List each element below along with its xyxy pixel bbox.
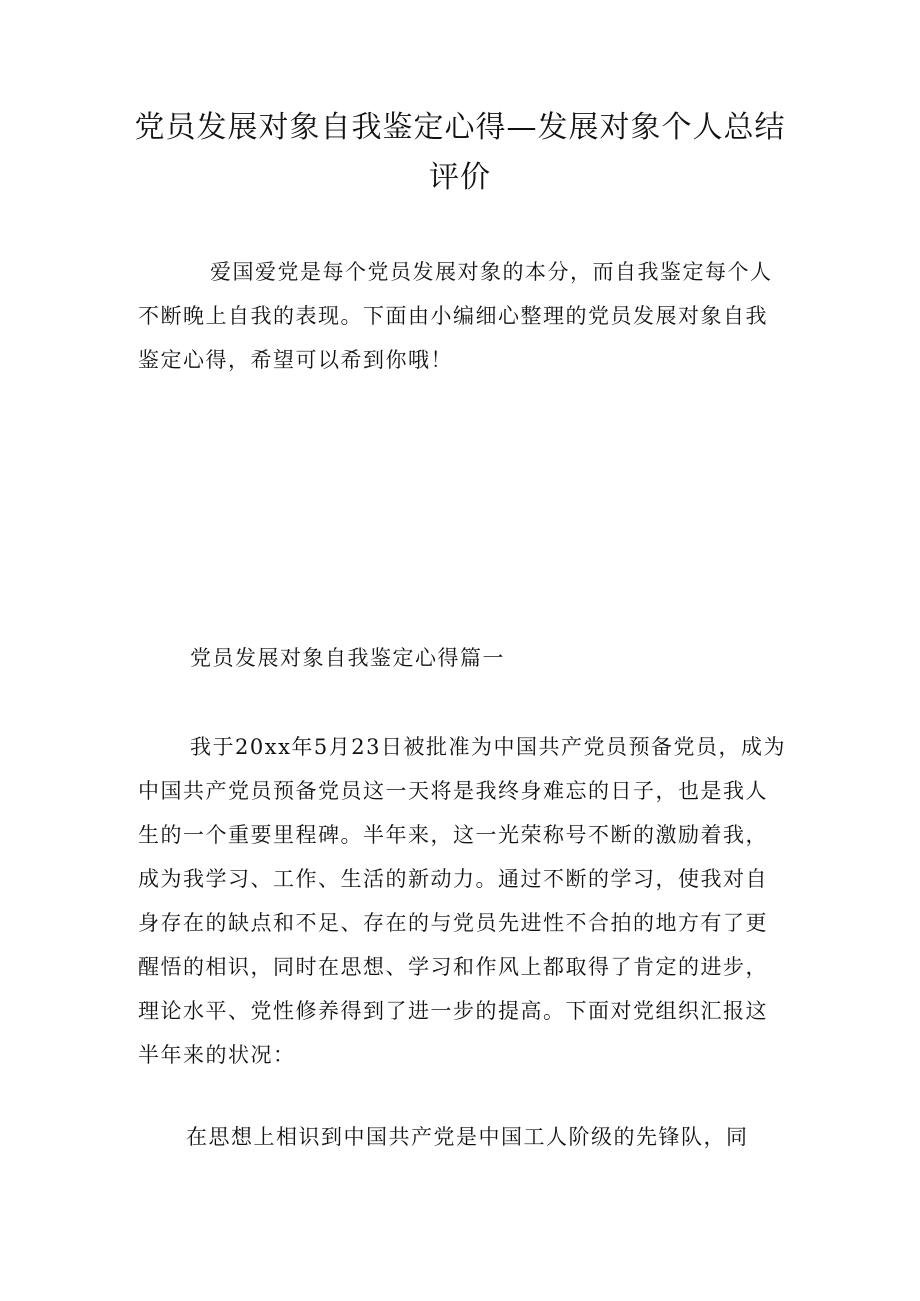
paragraph-line: 半年来的状况： xyxy=(138,1043,296,1067)
paragraph-line: 理论水平、党性修养得到了进一步的提高。下面对党组织汇报这 xyxy=(138,999,768,1023)
section-heading: 党员发展对象自我鉴定心得篇一 xyxy=(190,646,505,670)
paragraph-line: 醒悟的相识，同时在思想、学习和作风上都取得了肯定的进步， xyxy=(138,955,768,979)
intro-paragraph xyxy=(138,250,788,382)
section-paragraph-1 xyxy=(138,725,788,1077)
paragraph-line: 成为我学习、工作、生活的新动力。通过不断的学习，使我对自 xyxy=(138,867,768,891)
document-title-line-1: 党员发展对象自我鉴定心得—发展对象个人总结 xyxy=(134,110,786,145)
paragraph-line: 中国共产党员预备党员这一天将是我终身难忘的日子，也是我人 xyxy=(138,779,768,803)
paragraph-line: 身存在的缺点和不足、存在的与党员先进性不合拍的地方有了更 xyxy=(138,911,768,935)
paragraph-line: 在思想上相识到中国共产党是中国工人阶级的先锋队，同 xyxy=(186,1125,749,1149)
document-title-line-2: 评价 xyxy=(429,160,491,195)
paragraph-line: 生的一个重要里程碑。半年来，这一光荣称号不断的激励着我， xyxy=(138,823,768,847)
intro-line: 爱国爱党是每个党员发展对象的本分，而自我鉴定每个人 xyxy=(210,260,773,284)
intro-line: 不断晚上自我的表现。下面由小编细心整理的党员发展对象自我 xyxy=(138,304,768,328)
intro-line: 鉴定心得，希望可以希到你哦！ xyxy=(138,348,453,372)
paragraph-line: 我于20xx年5月23日被批准为中国共产党员预备党员，成为 xyxy=(190,735,786,759)
section-paragraph-2 xyxy=(138,1115,788,1159)
